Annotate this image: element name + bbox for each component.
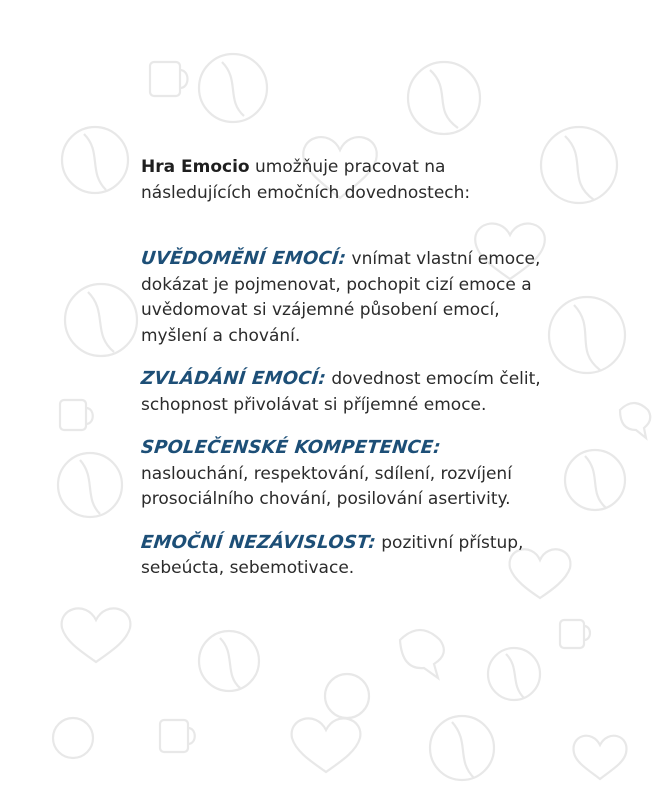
skill-social: [141, 435, 541, 513]
intro-paragraph: [141, 155, 541, 206]
brand-name: Hra Emocio: [141, 157, 250, 177]
skill-independence: [141, 530, 541, 582]
pattern-speech-icon: [400, 630, 444, 678]
pattern-heart-icon: [292, 718, 361, 772]
pattern-cup-icon: [560, 620, 590, 648]
main-content: [141, 155, 541, 599]
pattern-circle-icon: [62, 127, 128, 193]
pattern-heart-icon: [62, 608, 131, 662]
skill-title: ZVLÁDÁNÍ EMOCÍ:: [139, 368, 328, 389]
skill-text: pozitivní přístup, sebeúcta, sebemotivace.: [141, 532, 524, 578]
pattern-circle-icon: [58, 453, 122, 517]
skill-text: naslouchání, respektování, sdílení, rozvíjení prosociálního chování, posilování asertivity.: [141, 463, 512, 509]
skill-title: UVĚDOMĚNÍ EMOCÍ:: [139, 248, 348, 269]
pattern-cup-icon: [150, 62, 188, 96]
pattern-heart-icon: [574, 736, 627, 779]
skill-title: SPOLEČENSKÉ KOMPETENCE:: [139, 437, 442, 458]
skill-text: dovednost emocím čelit, schopnost přivolávat si příjemné emoce.: [141, 369, 541, 415]
pattern-circle-icon: [549, 297, 625, 373]
skill-management: [141, 366, 541, 418]
pattern-cup-icon: [160, 720, 195, 752]
skill-awareness: [141, 246, 541, 349]
pattern-circle-icon: [199, 631, 259, 691]
skill-title: EMOČNÍ NEZÁVISLOST:: [139, 531, 377, 553]
pattern-circle-icon: [430, 716, 494, 780]
skill-text: vnímat vlastní emoce, dokázat je pojmenovat, pochopit cizí emoce a uvědomovat si vzájemné působení emocí, myšlení a chování.: [141, 249, 541, 346]
pattern-circle-icon: [325, 674, 369, 718]
intro-text: umožňuje pracovat na následujících emočních dovednostech:: [141, 157, 471, 203]
pattern-circle-icon: [541, 127, 617, 203]
pattern-speech-icon: [620, 403, 650, 438]
pattern-circle-icon: [488, 648, 540, 700]
pattern-circle-icon: [53, 718, 93, 758]
pattern-cup-icon: [60, 400, 93, 430]
pattern-circle-icon: [199, 54, 267, 122]
pattern-circle-icon: [65, 284, 137, 356]
pattern-circle-icon: [408, 62, 480, 134]
pattern-circle-icon: [565, 450, 625, 510]
